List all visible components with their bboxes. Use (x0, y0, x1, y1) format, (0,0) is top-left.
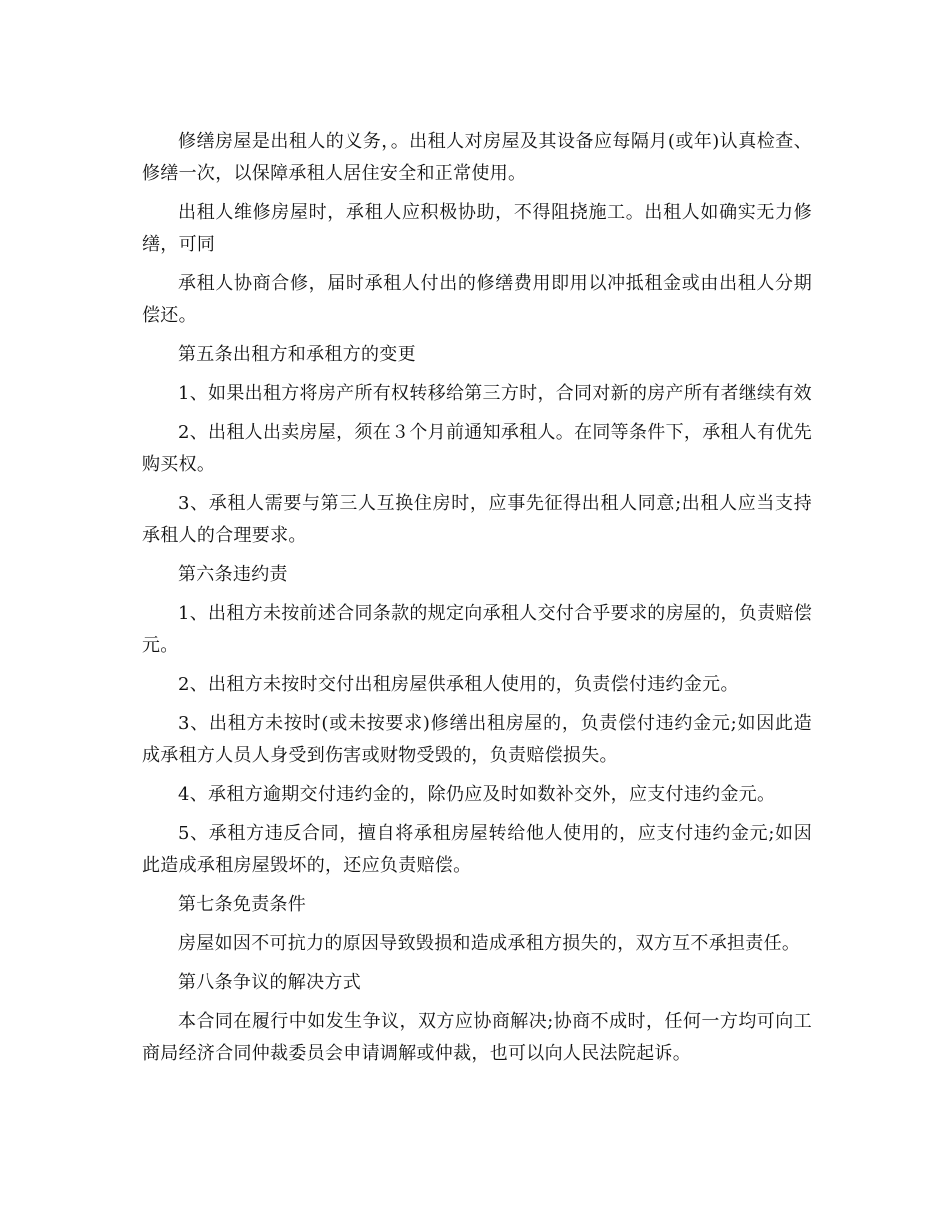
paragraph-article-6-item-2: 2、出租方未按时交付出租房屋供承租人使用的，负责偿付违约金元。 (178, 674, 739, 695)
section-heading-article-7: 第七条免责条件 (178, 894, 307, 915)
paragraph-article-5-item-3: 3、承租人需要与第三人互换住房时，应事先征得出租人同意;出租人应当支持承租人的合理要求。 (142, 493, 812, 546)
section-heading-article-5: 第五条出租方和承租方的变更 (178, 344, 416, 365)
paragraph-article-6-item-5: 5、承租方违反合同，擅自将承租房屋转给他人使用的，应支付违约金元;如因此造成承租房屋毁坏的，还应负责赔偿。 (142, 823, 812, 876)
paragraph-article-8-body: 本合同在履行中如发生争议，双方应协商解决;协商不成时，任何一方均可向工商局经济合同仲裁委员会申请调解或仲裁，也可以向人民法院起诉。 (142, 1011, 812, 1064)
paragraph-repair-cooperation: 出租人维修房屋时，承租人应积极协助，不得阻挠施工。出租人如确实无力修缮，可同 (142, 202, 812, 255)
paragraph-article-6-item-3: 3、出租方未按时(或未按要求)修缮出租房屋的，负责偿付违约金元;如因此造成承租方人员人身受到伤害或财物受毁的，负责赔偿损失。 (142, 713, 812, 766)
document-body (142, 126, 812, 1077)
paragraph-article-7-body: 房屋如因不可抗力的原因导致毁损和造成承租方损失的，双方互不承担责任。 (178, 933, 801, 954)
paragraph-joint-repair: 承租人协商合修，届时承租人付出的修缮费用即用以冲抵租金或由出租人分期偿还。 (142, 273, 812, 326)
paragraph-article-6-item-4: 4、承租方逾期交付违约金的，除仍应及时如数补交外，应支付违约金元。 (178, 784, 776, 805)
section-heading-article-6: 第六条违约责 (178, 564, 288, 585)
paragraph-article-6-item-1: 1、出租方未按前述合同条款的规定向承租人交付合乎要求的房屋的，负责赔偿元。 (142, 603, 812, 656)
paragraph-article-5-item-1: 1、如果出租方将房产所有权转移给第三方时，合同对新的房产所有者继续有效 (178, 383, 812, 404)
paragraph-repair-duty: 修缮房屋是出租人的义务，。出租人对房屋及其设备应每隔月(或年)认真检查、修缮一次，以保障承租人居住安全和正常使用。 (142, 131, 812, 184)
paragraph-article-5-item-2: 2、出租人出卖房屋，须在３个月前通知承租人。在同等条件下，承租人有优先购买权。 (142, 422, 812, 475)
section-heading-article-8: 第八条争议的解决方式 (178, 972, 361, 993)
